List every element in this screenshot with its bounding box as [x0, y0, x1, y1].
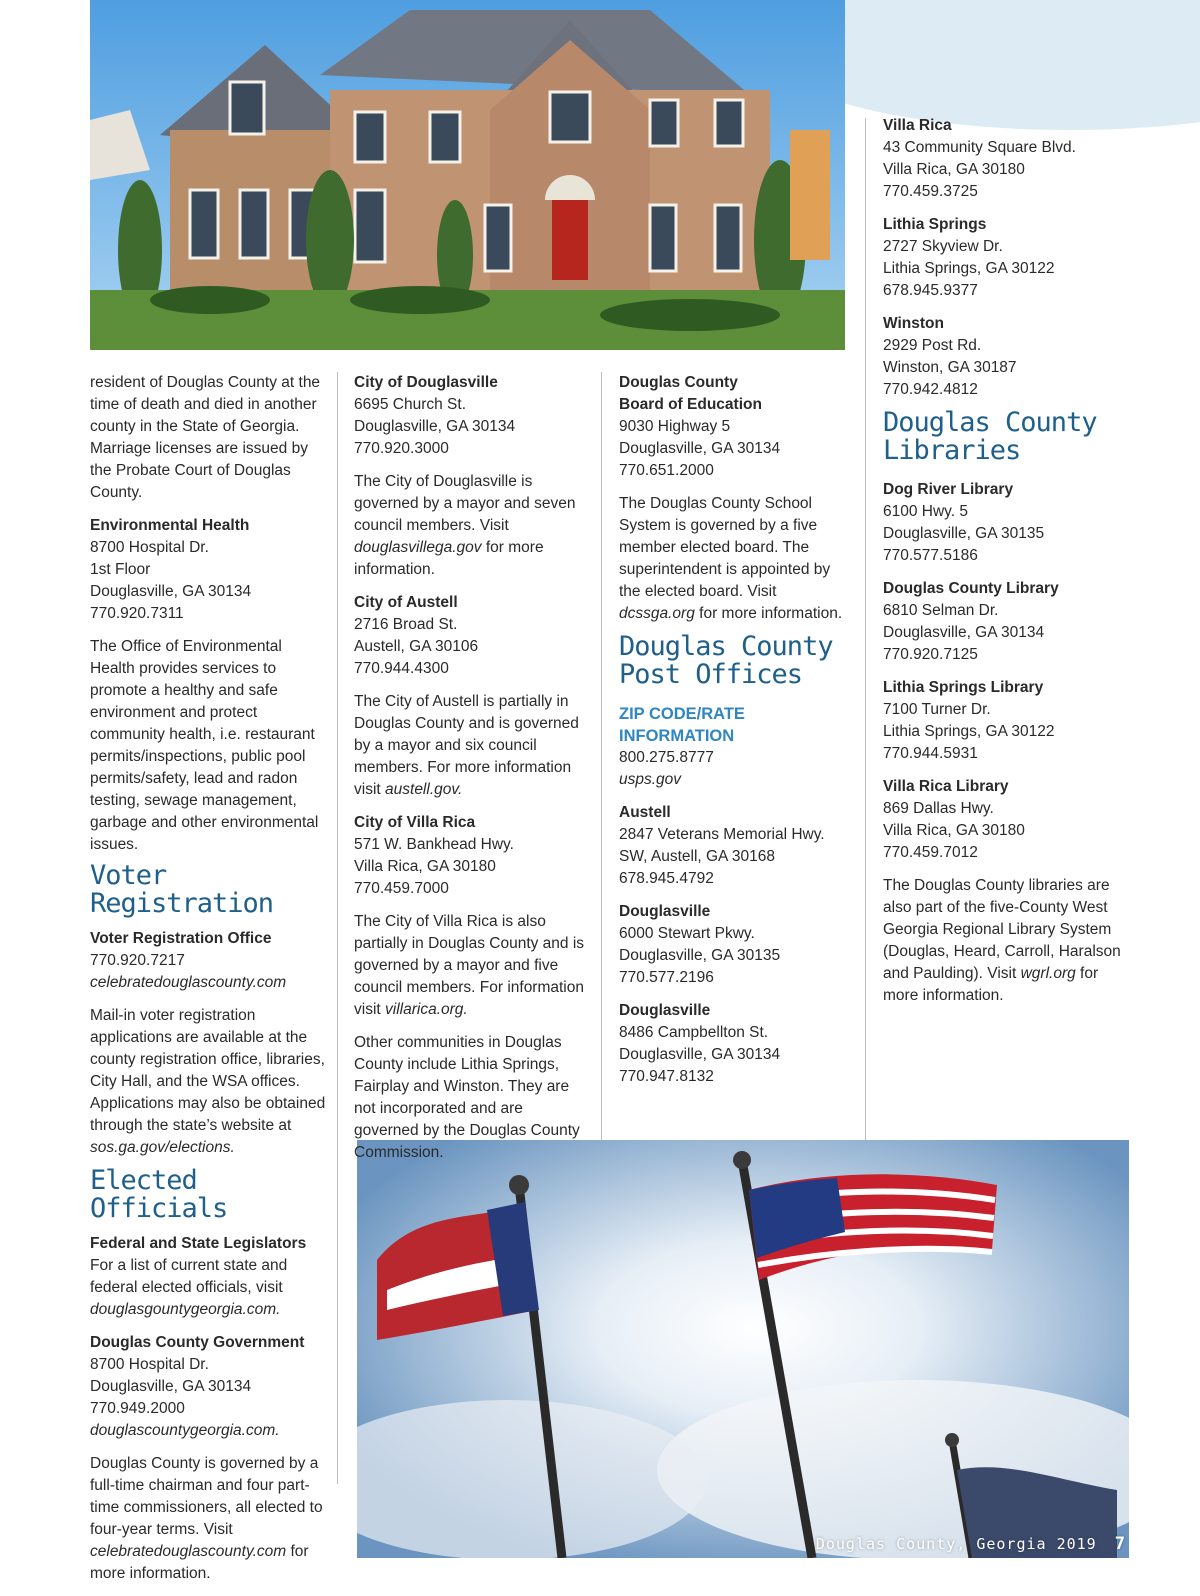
phone-number: 770.920.7125	[883, 646, 978, 663]
address-line: 571 W. Bankhead Hwy.	[354, 836, 514, 853]
column-rule-1	[337, 372, 338, 1484]
phone-number: 770.944.4300	[354, 660, 449, 677]
description-text-end: for more information.	[883, 965, 1099, 1004]
entry-name: Voter Registration Office	[90, 930, 272, 947]
website-link[interactable]: celebratedouglascounty.com	[90, 974, 287, 991]
description-text: Douglas County is governed by a full-time chairman and four part-time commissioners, all elected to four-year terms. Visit	[90, 1455, 323, 1538]
column-2	[354, 372, 590, 1175]
address-line: Douglasville, GA 30134	[90, 1378, 252, 1395]
column-1	[90, 372, 330, 1596]
website-link[interactable]: usps.gov	[619, 771, 682, 788]
city-of-douglasville-entry	[354, 372, 590, 460]
address-line: 9030 Highway 5	[619, 418, 731, 435]
zip-code-info-entry	[619, 703, 855, 791]
page-number: 7	[1114, 1534, 1126, 1554]
phone-number: 770.459.7012	[883, 844, 978, 861]
entry-name: Dog River Library	[883, 481, 1014, 498]
address-line: 6100 Hwy. 5	[883, 503, 969, 520]
entry-name: Lithia Springs	[883, 216, 987, 233]
website-link[interactable]: villarica.org.	[385, 1001, 468, 1018]
libraries-description	[883, 875, 1123, 1007]
address-line: Winston, GA 30187	[883, 359, 1017, 376]
voter-description	[90, 1005, 330, 1159]
address-line: Douglasville, GA 30134	[619, 1046, 781, 1063]
address-line: Villa Rica, GA 30180	[883, 161, 1025, 178]
entry-name: City of Austell	[354, 594, 458, 611]
library-entry	[883, 677, 1123, 765]
county-government-entry	[90, 1332, 330, 1442]
legislators-entry	[90, 1233, 330, 1321]
address-line: 2727 Skyview Dr.	[883, 238, 1003, 255]
entry-name: Douglas County	[619, 374, 738, 391]
phone-number: 800.275.8777	[619, 749, 714, 766]
description-text-end: for more information.	[90, 1543, 309, 1582]
description-text: The City of Austell is partially in Douglas County and is governed by a mayor and six council members. For more information visit	[354, 693, 579, 798]
entry-name: Lithia Springs Library	[883, 679, 1044, 696]
phone-number: 770.947.8132	[619, 1068, 714, 1085]
address-line: 2847 Veterans Memorial Hwy.	[619, 826, 825, 843]
elected-officials-heading: Elected Officials	[90, 1165, 228, 1224]
entry-name: Winston	[883, 315, 944, 332]
page-footer	[816, 1534, 1126, 1554]
phone-number: 770.651.2000	[619, 462, 714, 479]
column-4	[883, 115, 1123, 1018]
post-office-entry	[619, 1000, 855, 1088]
description-text-end: for more information.	[699, 605, 843, 622]
voter-office-entry	[90, 928, 330, 994]
phone-number: 678.945.9377	[883, 282, 978, 299]
address-line: 2929 Post Rd.	[883, 337, 982, 354]
heading-line: Post Offices	[619, 659, 803, 690]
legislators-text: For a list of current state and federal elected officials, visit	[90, 1257, 288, 1296]
column-rule-2	[601, 372, 602, 1140]
post-offices-heading	[619, 633, 855, 689]
address-line: 43 Community Square Blvd.	[883, 139, 1076, 156]
post-office-entry	[883, 313, 1123, 401]
entry-name: Douglas County Government	[90, 1334, 305, 1351]
address-line: Douglasville, GA 30134	[354, 418, 516, 435]
address-line: Douglasville, GA 30134	[619, 440, 781, 457]
zip-heading: INFORMATION	[619, 727, 735, 745]
website-link[interactable]: douglascountygeorgia.com.	[90, 1422, 280, 1439]
entry-name: Douglasville	[619, 903, 711, 920]
post-office-entry	[883, 115, 1123, 203]
website-link[interactable]: wgrl.org	[1020, 965, 1076, 982]
address-line: 1st Floor	[90, 561, 151, 578]
address-line: Villa Rica, GA 30180	[354, 858, 496, 875]
address-line: 6000 Stewart Pkwy.	[619, 925, 755, 942]
phone-number: 770.577.5186	[883, 547, 978, 564]
address-line: Douglasville, GA 30135	[883, 525, 1045, 542]
phone-number: 770.942.4812	[883, 381, 978, 398]
entry-name: Villa Rica Library	[883, 778, 1009, 795]
address-line: Douglasville, GA 30135	[619, 947, 781, 964]
phone-number: 770.577.2196	[619, 969, 714, 986]
address-line: Villa Rica, GA 30180	[883, 822, 1025, 839]
phone-number: 678.945.4792	[619, 870, 714, 887]
board-of-education-entry	[619, 372, 855, 482]
city-of-austell-entry	[354, 592, 590, 680]
phone-number: 770.459.3725	[883, 183, 978, 200]
austell-description	[354, 691, 590, 801]
address-line: 6810 Selman Dr.	[883, 602, 999, 619]
address-line: 7100 Turner Dr.	[883, 701, 991, 718]
column-rule-3	[865, 118, 866, 1140]
website-link[interactable]: celebratedouglascounty.com	[90, 1543, 287, 1560]
flags-photo	[357, 1140, 1129, 1558]
post-office-entry	[883, 214, 1123, 302]
entry-name: Villa Rica	[883, 117, 952, 134]
address-line: Lithia Springs, GA 30122	[883, 723, 1055, 740]
voter-description-text: Mail-in voter registration applications are available at the county registration office, libraries, City Hall, and the WSA offices. Applications may also be obtained through the state’s website at	[90, 1007, 326, 1134]
address-line: Lithia Springs, GA 30122	[883, 260, 1055, 277]
phone-number: 770.920.7217	[90, 952, 185, 969]
address-line: SW, Austell, GA 30168	[619, 848, 775, 865]
website-link[interactable]: douglasgountygeorgia.com.	[90, 1301, 281, 1318]
address-line: Austell, GA 30106	[354, 638, 479, 655]
entry-name: Douglasville	[619, 1002, 711, 1019]
zip-heading: ZIP CODE/RATE	[619, 705, 745, 723]
address-line: 8700 Hospital Dr.	[90, 1356, 209, 1373]
heading-line: Douglas County	[619, 631, 833, 662]
other-communities-description: Other communities in Douglas County include Lithia Springs, Fairplay and Winston. They are not incorporated and are governed by the Douglas County Commission.	[354, 1034, 580, 1161]
house-photo	[90, 0, 845, 350]
entry-name: Environmental Health	[90, 517, 250, 534]
library-entry	[883, 479, 1123, 567]
description-text: The Douglas County libraries are also part of the five-County West Georgia Regional Library System (Douglas, Heard, Carroll, Haralson and Paulding). Visit	[883, 877, 1121, 982]
footer-publication: Douglas County, Georgia 2019	[815, 1535, 1097, 1553]
address-line: 2716 Broad St.	[354, 616, 458, 633]
library-entry	[883, 776, 1123, 864]
description-text: The City of Douglasville is governed by a mayor and seven council members. Visit	[354, 473, 576, 534]
entry-name: Board of Education	[619, 396, 762, 413]
address-line: Douglasville, GA 30134	[883, 624, 1045, 641]
column-3	[619, 372, 855, 1099]
entry-name: City of Villa Rica	[354, 814, 476, 831]
city-of-villa-rica-entry	[354, 812, 590, 900]
entry-name: Federal and State Legislators	[90, 1235, 307, 1252]
environmental-health-description: The Office of Environmental Health provides services to promote a healthy and safe environment and protect community health, i.e. restaurant permits/inspections, public pool permits/safety, lead and radon testing, sewage management, garbage and other environmental issues.	[90, 638, 319, 853]
website-link[interactable]: sos.ga.gov/elections.	[90, 1139, 235, 1156]
post-office-entry	[619, 802, 855, 890]
county-government-description	[90, 1453, 330, 1585]
address-line: 8700 Hospital Dr.	[90, 539, 209, 556]
heading-line: Douglas County	[883, 407, 1097, 438]
phone-number: 770.920.7311	[90, 605, 184, 622]
website-link[interactable]: dcssga.org	[619, 605, 695, 622]
phone-number: 770.944.5931	[883, 745, 978, 762]
website-link[interactable]: douglasvillega.gov	[354, 539, 482, 556]
environmental-health-entry	[90, 515, 330, 625]
description-text: The City of Villa Rica is also partially in Douglas County and is governed by a mayor and five council members. For information visit	[354, 913, 585, 1018]
description-text: The Douglas County School System is governed by a five member elected board. The superintendent is appointed by the elected board. Visit	[619, 495, 831, 600]
intro-paragraph: resident of Douglas County at the time of death and died in another county in the State of Georgia. Marriage licenses are issued by the Probate Court of Douglas County.	[90, 374, 321, 501]
phone-number: 770.459.7000	[354, 880, 449, 897]
libraries-heading	[883, 409, 1123, 465]
douglasville-description	[354, 471, 590, 581]
address-line: 8486 Campbellton St.	[619, 1024, 769, 1041]
entry-name: City of Douglasville	[354, 374, 498, 391]
address-line: 6695 Church St.	[354, 396, 467, 413]
heading-line: Libraries	[883, 435, 1021, 466]
phone-number: 770.949.2000	[90, 1400, 185, 1417]
phone-number: 770.920.3000	[354, 440, 449, 457]
library-entry	[883, 578, 1123, 666]
board-of-education-description	[619, 493, 855, 625]
villa-rica-description	[354, 911, 590, 1021]
voter-registration-heading: Voter Registration	[90, 860, 274, 919]
entry-name: Douglas County Library	[883, 580, 1059, 597]
description-text-end: for more information.	[354, 539, 544, 578]
address-line: Douglasville, GA 30134	[90, 583, 252, 600]
post-office-entry	[619, 901, 855, 989]
website-link[interactable]: austell.gov.	[385, 781, 463, 798]
address-line: 869 Dallas Hwy.	[883, 800, 994, 817]
entry-name: Austell	[619, 804, 671, 821]
